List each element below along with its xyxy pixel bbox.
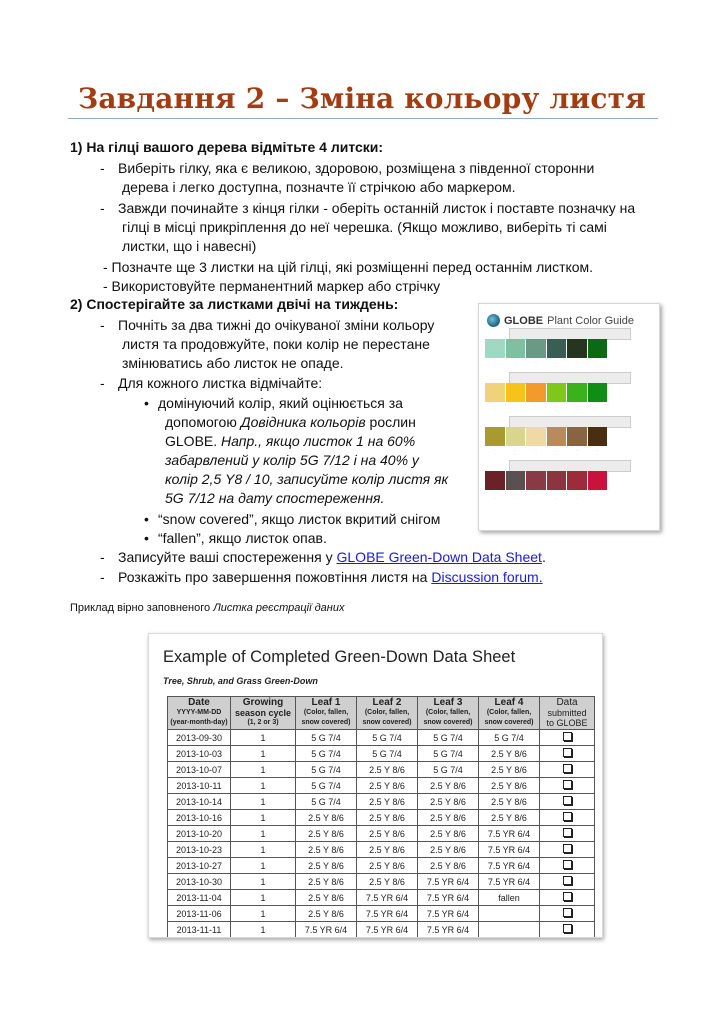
submitted-cell bbox=[540, 874, 595, 890]
column-header: Growing season cycle (1, 2 or 3) bbox=[231, 697, 296, 730]
swatch-label: ·· · ·· bbox=[574, 448, 579, 456]
bullet-item-cont: забарвлений у колір 5G 7/12 і на 40% у bbox=[165, 452, 419, 468]
checkbox-icon bbox=[563, 796, 572, 805]
table-row bbox=[168, 874, 595, 890]
swatch-label: ·· · ·· bbox=[513, 360, 518, 368]
color-swatch bbox=[588, 383, 608, 402]
list-item-cont: листки, що і навесні) bbox=[122, 238, 257, 254]
swatch-label: ·· · ·· bbox=[595, 448, 600, 456]
section1-heading: 1) На гілці вашого дерева відмітьте 4 литски: bbox=[70, 139, 384, 155]
example-caption: Приклад вірно заповненого Листка реєстрації даних bbox=[70, 602, 345, 614]
title-divider bbox=[68, 118, 658, 119]
table-row bbox=[168, 890, 595, 906]
table-cell: 7.5 YR 6/4 bbox=[357, 890, 418, 906]
table-cell: 2013-11-04 bbox=[168, 890, 231, 906]
checkbox-icon bbox=[563, 828, 572, 837]
table-row bbox=[168, 778, 595, 794]
bullet-item-cont: допомогою Довідника кольорів рослин bbox=[165, 414, 416, 430]
submitted-cell bbox=[540, 762, 595, 778]
checkbox-icon bbox=[563, 860, 572, 869]
table-cell: 2.5 Y 8/6 bbox=[418, 778, 479, 794]
table-cell: 5 G 7/4 bbox=[357, 746, 418, 762]
table-row bbox=[168, 810, 595, 826]
table-cell: 2.5 Y 8/6 bbox=[357, 842, 418, 858]
swatch-label: ·· · ·· bbox=[533, 404, 538, 412]
table-cell: 7.5 YR 6/4 bbox=[479, 842, 540, 858]
checkbox-icon bbox=[563, 892, 572, 901]
checkbox-icon bbox=[563, 764, 572, 773]
submitted-cell bbox=[540, 730, 595, 746]
table-row bbox=[168, 922, 595, 938]
data-sheet-subtitle: Tree, Shrub, and Grass Green-Down bbox=[163, 676, 318, 686]
table-cell: 2.5 Y 8/6 bbox=[479, 746, 540, 762]
table-cell: 1 bbox=[231, 762, 296, 778]
color-swatch bbox=[588, 471, 608, 490]
color-swatch bbox=[485, 427, 505, 446]
list-item-cont: змінюватись або листок не опаде. bbox=[122, 355, 344, 371]
table-cell: 2013-11-11 bbox=[168, 922, 231, 938]
color-swatch-row bbox=[485, 339, 607, 358]
table-row bbox=[168, 730, 595, 746]
color-swatch bbox=[567, 427, 587, 446]
swatch-label: ·· · ·· bbox=[595, 404, 600, 412]
table-row bbox=[168, 794, 595, 810]
table-cell: 2.5 Y 8/6 bbox=[296, 826, 357, 842]
table-cell: 1 bbox=[231, 826, 296, 842]
column-header: Date YYYY-MM-DD (year-month-day) bbox=[168, 697, 231, 730]
swatch-label: ·· · ·· bbox=[554, 360, 559, 368]
table-cell: 2.5 Y 8/6 bbox=[479, 810, 540, 826]
table-row bbox=[168, 906, 595, 922]
submitted-cell bbox=[540, 746, 595, 762]
submitted-cell bbox=[540, 922, 595, 938]
table-cell: 5 G 7/4 bbox=[479, 730, 540, 746]
swatch-label: ·· · ·· bbox=[574, 492, 579, 500]
table-row bbox=[168, 858, 595, 874]
table-cell: 2.5 Y 8/6 bbox=[357, 826, 418, 842]
checkbox-icon bbox=[563, 924, 572, 933]
bullet-item: • “snow covered”, якщо листок вкритий снігом bbox=[144, 511, 441, 527]
checkbox-icon bbox=[563, 780, 572, 789]
color-swatch bbox=[506, 383, 526, 402]
submitted-cell bbox=[540, 794, 595, 810]
color-swatch bbox=[506, 471, 526, 490]
table-cell: 7.5 YR 6/4 bbox=[418, 906, 479, 922]
color-swatch bbox=[547, 471, 567, 490]
table-cell: 5 G 7/4 bbox=[357, 730, 418, 746]
table-cell: 2.5 Y 8/6 bbox=[418, 826, 479, 842]
checkbox-icon bbox=[563, 876, 572, 885]
submitted-cell bbox=[540, 810, 595, 826]
color-swatch bbox=[567, 339, 587, 358]
list-item: - Для кожного листка відмічайте: bbox=[100, 375, 323, 391]
list-item-cont: дерева і легко доступна, позначте її стрічкою або маркером. bbox=[122, 179, 516, 195]
table-cell: 2.5 Y 8/6 bbox=[479, 762, 540, 778]
page-title: Завдання 2 – Зміна кольору листя bbox=[77, 82, 647, 115]
swatch-label: ·· · ·· bbox=[554, 492, 559, 500]
swatch-label: ·· · ·· bbox=[513, 492, 518, 500]
swatch-label: ·· · ·· bbox=[574, 404, 579, 412]
submitted-cell bbox=[540, 842, 595, 858]
table-cell: 2013-09-30 bbox=[168, 730, 231, 746]
table-cell: 2013-10-03 bbox=[168, 746, 231, 762]
table-cell: 7.5 YR 6/4 bbox=[418, 922, 479, 938]
color-guide-header: GLOBE Plant Color Guide bbox=[487, 314, 634, 327]
color-swatch bbox=[588, 339, 608, 358]
table-cell: 2.5 Y 8/6 bbox=[418, 858, 479, 874]
list-item-cont: гілці в місці прикріплення до неї черешка. (Якщо можливо, виберіть ті самі bbox=[122, 219, 607, 235]
table-cell: 2013-10-20 bbox=[168, 826, 231, 842]
submitted-cell bbox=[540, 858, 595, 874]
table-cell: 2.5 Y 8/6 bbox=[357, 794, 418, 810]
list-item: - Розкажіть про завершення пожовтіння листя на Discussion forum. bbox=[100, 569, 543, 585]
column-header: Leaf 4 (Color, fallen, snow covered) bbox=[479, 697, 540, 730]
table-cell: 2013-10-14 bbox=[168, 794, 231, 810]
list-item: - Почніть за два тижні до очікуваної зміни кольору bbox=[100, 317, 435, 333]
table-cell: 2013-10-30 bbox=[168, 874, 231, 890]
table-row bbox=[168, 746, 595, 762]
list-item: - Записуйте ваші спостереження у GLOBE Green-Down Data Sheet. bbox=[100, 549, 546, 565]
column-header: Leaf 3 (Color, fallen, snow covered) bbox=[418, 697, 479, 730]
bullet-item-cont: 5G 7/12 на дату спостереження. bbox=[165, 490, 385, 506]
table-cell: 7.5 YR 6/4 bbox=[418, 874, 479, 890]
table-cell: 2.5 Y 8/6 bbox=[357, 762, 418, 778]
color-swatch bbox=[485, 471, 505, 490]
swatch-label: ·· · ·· bbox=[533, 360, 538, 368]
table-cell: 5 G 7/4 bbox=[296, 762, 357, 778]
table-cell: 2.5 Y 8/6 bbox=[418, 794, 479, 810]
table-cell: 1 bbox=[231, 922, 296, 938]
color-swatch bbox=[588, 427, 608, 446]
table-cell: 7.5 YR 6/4 bbox=[418, 890, 479, 906]
swatch-label: ·· · ·· bbox=[492, 448, 497, 456]
color-swatch bbox=[547, 339, 567, 358]
swatch-label: ·· · ·· bbox=[554, 448, 559, 456]
table-cell: 7.5 YR 6/4 bbox=[479, 826, 540, 842]
table-cell: 7.5 YR 6/4 bbox=[479, 874, 540, 890]
section2-heading: 2) Спостерігайте за листками двічі на тиждень: bbox=[70, 296, 399, 312]
table-cell: 7.5 YR 6/4 bbox=[357, 906, 418, 922]
table-cell: 2.5 Y 8/6 bbox=[357, 810, 418, 826]
color-swatch bbox=[526, 471, 546, 490]
table-cell: 2.5 Y 8/6 bbox=[479, 778, 540, 794]
table-cell: 2.5 Y 8/6 bbox=[296, 842, 357, 858]
list-item: - Позначте ще 3 листки на цій гілці, які розміщенні перед останнім листком. bbox=[103, 259, 594, 275]
table-cell bbox=[479, 922, 540, 938]
color-swatch bbox=[567, 471, 587, 490]
submitted-cell bbox=[540, 906, 595, 922]
bullet-item-cont: колір 2,5 Y8 / 10, записуйте колір листя як bbox=[165, 471, 449, 487]
table-cell: 2.5 Y 8/6 bbox=[296, 874, 357, 890]
swatch-label: ·· · ·· bbox=[554, 404, 559, 412]
table-cell: 5 G 7/4 bbox=[418, 746, 479, 762]
swatch-label: ·· · ·· bbox=[492, 404, 497, 412]
list-item: - Виберіть гілку, яка є великою, здоровою, розміщена з південної сторонни bbox=[100, 160, 595, 176]
table-cell: 2.5 Y 8/6 bbox=[296, 858, 357, 874]
table-cell: 2.5 Y 8/6 bbox=[357, 778, 418, 794]
bullet-item-cont: GLOBE. Напр., якщо листок 1 на 60% bbox=[165, 433, 416, 449]
table-cell: 1 bbox=[231, 874, 296, 890]
table-cell: 2.5 Y 8/6 bbox=[296, 906, 357, 922]
checkbox-icon bbox=[563, 844, 572, 853]
color-swatch bbox=[526, 339, 546, 358]
table-cell: 5 G 7/4 bbox=[296, 778, 357, 794]
color-swatch bbox=[506, 339, 526, 358]
table-cell: 1 bbox=[231, 858, 296, 874]
table-cell: 1 bbox=[231, 746, 296, 762]
color-swatch bbox=[506, 427, 526, 446]
color-swatch-row bbox=[485, 427, 607, 446]
green-down-table bbox=[167, 696, 595, 938]
swatch-label: ·· · ·· bbox=[513, 448, 518, 456]
table-row bbox=[168, 842, 595, 858]
column-header: Data submitted to GLOBE bbox=[540, 697, 595, 730]
bullet-item: • “fallen”, якщо листок опав. bbox=[144, 530, 327, 546]
bullet-item: • домінуючий колір, який оцінюється за bbox=[144, 395, 403, 411]
globe-logo-icon bbox=[487, 314, 500, 327]
swatch-label: ·· · ·· bbox=[574, 360, 579, 368]
color-swatch bbox=[485, 339, 505, 358]
table-cell: 2.5 Y 8/6 bbox=[418, 810, 479, 826]
table-cell: 1 bbox=[231, 794, 296, 810]
swatch-label: ·· · ·· bbox=[492, 360, 497, 368]
column-header: Leaf 2 (Color, fallen, snow covered) bbox=[357, 697, 418, 730]
table-cell: 2.5 Y 8/6 bbox=[296, 890, 357, 906]
table-cell: 2.5 Y 8/6 bbox=[357, 858, 418, 874]
table-cell: 1 bbox=[231, 730, 296, 746]
color-swatch-row bbox=[485, 471, 607, 490]
checkbox-icon bbox=[563, 812, 572, 821]
table-cell: 7.5 YR 6/4 bbox=[296, 922, 357, 938]
table-cell: 7.5 YR 6/4 bbox=[357, 922, 418, 938]
table-cell: 1 bbox=[231, 778, 296, 794]
table-cell: 5 G 7/4 bbox=[296, 746, 357, 762]
table-cell: 5 G 7/4 bbox=[418, 762, 479, 778]
list-item-cont: листя та продовжуйте, поки колір не перестане bbox=[122, 336, 430, 352]
table-cell: 5 G 7/4 bbox=[418, 730, 479, 746]
table-cell bbox=[479, 906, 540, 922]
table-cell: 1 bbox=[231, 810, 296, 826]
list-item: - Завжди починайте з кінця гілки - оберіть останній листок і поставте позначку на bbox=[100, 200, 636, 216]
color-swatch bbox=[526, 383, 546, 402]
table-cell: 2.5 Y 8/6 bbox=[479, 794, 540, 810]
table-cell: fallen bbox=[479, 890, 540, 906]
table-cell: 1 bbox=[231, 890, 296, 906]
checkbox-icon bbox=[563, 908, 572, 917]
swatch-label: ·· · ·· bbox=[595, 492, 600, 500]
table-cell: 2013-11-06 bbox=[168, 906, 231, 922]
checkbox-icon bbox=[563, 732, 572, 741]
data-sheet-title: Example of Completed Green-Down Data Sheet bbox=[163, 648, 516, 666]
table-cell: 1 bbox=[231, 842, 296, 858]
table-row bbox=[168, 762, 595, 778]
checkbox-icon bbox=[563, 748, 572, 757]
plant-color-guide-image bbox=[478, 303, 660, 531]
table-cell: 2013-10-27 bbox=[168, 858, 231, 874]
color-swatch bbox=[526, 427, 546, 446]
table-row bbox=[168, 826, 595, 842]
table-cell: 2013-10-07 bbox=[168, 762, 231, 778]
color-swatch bbox=[485, 383, 505, 402]
table-cell: 2.5 Y 8/6 bbox=[418, 842, 479, 858]
table-cell: 5 G 7/4 bbox=[296, 730, 357, 746]
column-header: Leaf 1 (Color, fallen, snow covered) bbox=[296, 697, 357, 730]
color-swatch bbox=[547, 383, 567, 402]
table-cell: 2013-10-16 bbox=[168, 810, 231, 826]
swatch-label: ·· · ·· bbox=[492, 492, 497, 500]
submitted-cell bbox=[540, 890, 595, 906]
submitted-cell bbox=[540, 778, 595, 794]
color-swatch-row bbox=[485, 383, 607, 402]
table-cell: 1 bbox=[231, 906, 296, 922]
table-cell: 2013-10-11 bbox=[168, 778, 231, 794]
swatch-label: ·· · ·· bbox=[513, 404, 518, 412]
color-swatch bbox=[567, 383, 587, 402]
color-swatch bbox=[547, 427, 567, 446]
swatch-label: ·· · ·· bbox=[595, 360, 600, 368]
table-cell: 2.5 Y 8/6 bbox=[296, 810, 357, 826]
list-item: - Використовуйте перманентний маркер або стрічку bbox=[103, 278, 441, 294]
table-cell: 2.5 Y 8/6 bbox=[357, 874, 418, 890]
table-cell: 7.5 YR 6/4 bbox=[479, 858, 540, 874]
submitted-cell bbox=[540, 826, 595, 842]
discussion-forum-link[interactable]: Discussion forum. bbox=[431, 569, 543, 585]
swatch-label: ·· · ·· bbox=[533, 448, 538, 456]
swatch-label: ·· · ·· bbox=[533, 492, 538, 500]
green-down-data-sheet-link[interactable]: GLOBE Green-Down Data Sheet bbox=[336, 549, 542, 565]
table-cell: 5 G 7/4 bbox=[296, 794, 357, 810]
example-data-sheet-image bbox=[148, 633, 603, 938]
table-cell: 2013-10-23 bbox=[168, 842, 231, 858]
